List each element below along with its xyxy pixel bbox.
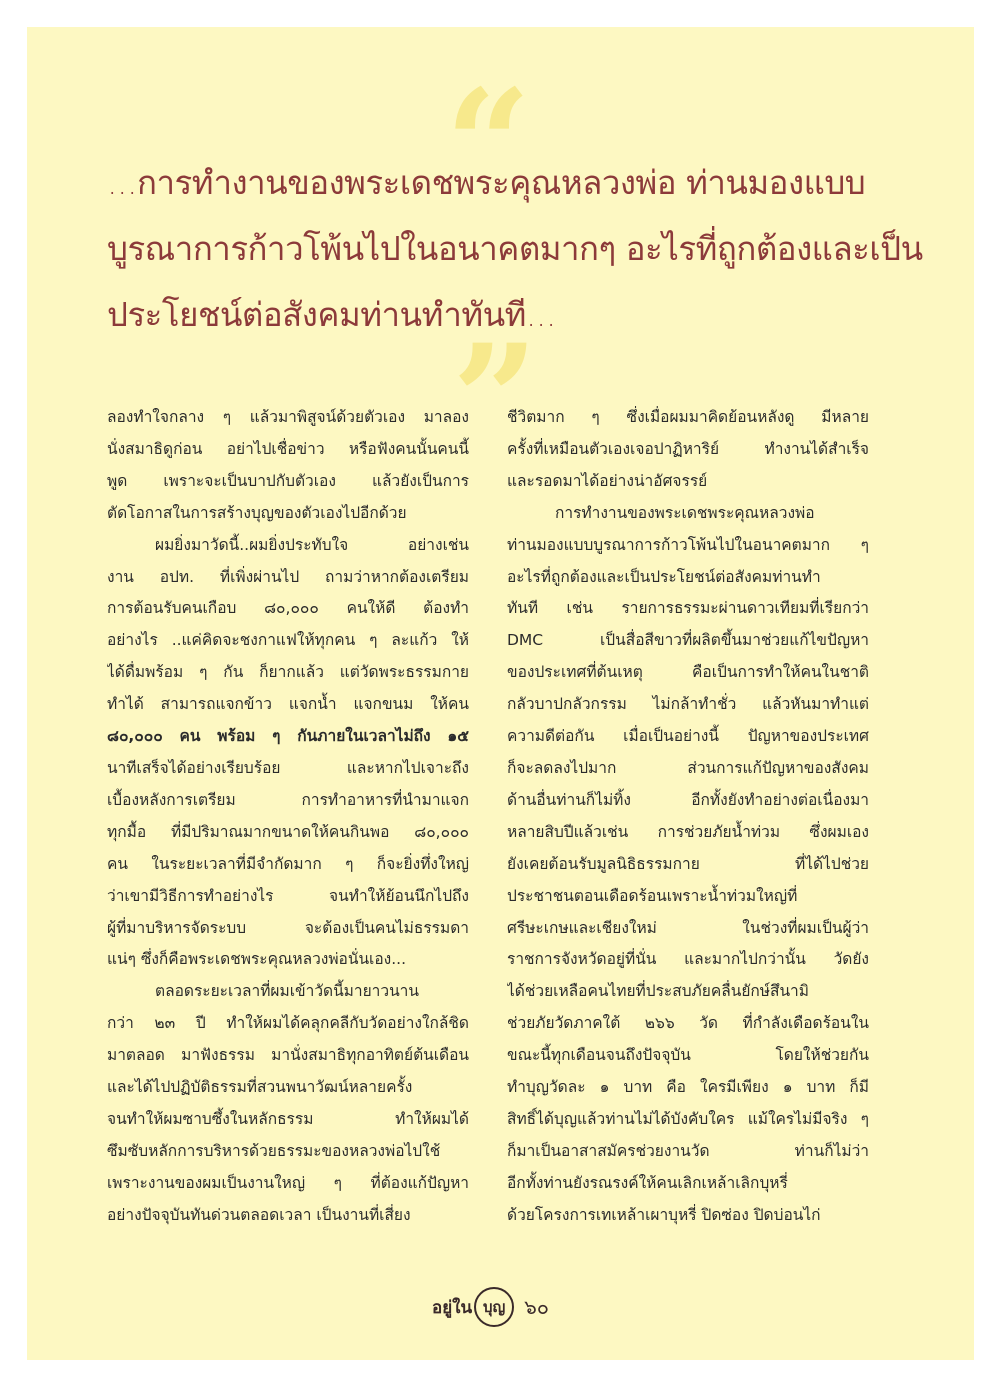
paragraph-line: นาทีเสร็จได้อย่างเรียบร้อย และหากไปเจาะถึง xyxy=(107,758,469,777)
paragraph-line: และได้ไปปฏิบัติธรรมที่สวนพนาวัฒน์หลายครั้ง xyxy=(107,1078,413,1097)
paragraph-line: และรอดมาได้อย่างน่าอัศจรรย์ xyxy=(507,471,708,490)
paragraph-line: ของประเทศที่ต้นเหตุ คือเป็นการทำให้คนในชาติ xyxy=(507,663,869,682)
paragraph-line: นั่งสมาธิดูก่อน อย่าไปเชื่อข่าว หรือฟังคนนั้นคนนี้ xyxy=(107,439,469,458)
paragraph-line: ๘๐,๐๐๐ คน พร้อม ๆ กันภายในเวลาไม่ถึง ๑๕ xyxy=(107,727,469,746)
paragraph-line: ราชการจังหวัดอยู่ที่นั่น และมากไปกว่านั้น วัดยัง xyxy=(507,950,869,969)
paragraph-line: ครั้งที่เหมือนตัวเองเจอปาฏิหาริย์ ทำงานได้สำเร็จ xyxy=(507,439,869,458)
paragraph-line: อย่างไร ..แค่คิดจะชงกาแฟให้ทุกคน ๆ ละแก้ว ให้ xyxy=(107,631,469,650)
paragraph-line: พูด เพราะจะเป็นบาปกับตัวเอง แล้วยังเป็นการ xyxy=(107,471,469,490)
paragraph-line: การทำงานของพระเดชพระคุณหลวงพ่อ xyxy=(555,503,815,522)
paragraph-line: ว่าเขามีวิธีการทำอย่างไร จนทำให้ย้อนนึกไปถึง xyxy=(107,886,469,905)
paragraph-line: ขณะนี้ทุกเดือนจนถึงปัจจุบัน โดยให้ช่วยกัน xyxy=(507,1046,869,1065)
paragraph-line: ได้ช่วยเหลือคนไทยที่ประสบภัยคลื่นยักษ์สึนามิ xyxy=(507,982,809,1001)
paragraph-line: ผู้ที่มาบริหารจัดระบบ จะต้องเป็นคนไม่ธรรมดา xyxy=(107,918,469,937)
paragraph-line: ทำได้ สามารถแจกข้าว แจกน้ำ แจกขนม ให้คน xyxy=(107,695,469,714)
paragraph-line: ชีวิตมาก ๆ ซึ่งเมื่อผมมาคิดย้อนหลังดู มีหลาย xyxy=(507,408,869,426)
paragraph-line: ตลอดระยะเวลาที่ผมเข้าวัดนี้มายาวนาน xyxy=(155,982,419,1001)
magazine-logo xyxy=(432,1287,514,1327)
pull-quote-line: บูรณาการก้าวโพ้นไปในอนาคตมากๆ อะไรที่ถูกต้องและเป็น xyxy=(107,229,923,268)
paragraph-line: ศรีษะเกษและเชียงใหม่ ในช่วงที่ผมเป็นผู้ว่า xyxy=(507,918,869,937)
paragraph-line: ซึมซับหลักการบริหารด้วยธรรมะของหลวงพ่อไปใช้ xyxy=(107,1141,441,1160)
pull-quote-line: ...การทำงานของพระเดชพระคุณหลวงพ่อ ท่านมองแบบ xyxy=(107,163,866,202)
paragraph-line: งาน อปท. ที่เพิ่งผ่านไป ถามว่าหากต้องเตรียม xyxy=(107,567,469,586)
paragraph-line: ได้ดื่มพร้อม ๆ กัน ก็ยากแล้ว แต่วัดพระธรรมกาย xyxy=(107,663,469,682)
paragraph-line: ทำบุญวัดละ ๑ บาท คือ ใครมีเพียง ๑ บาท ก็มี xyxy=(507,1078,869,1097)
page-number: ๖๐ xyxy=(524,1295,549,1319)
paragraph-line: กลัวบาปกลัวกรรม ไม่กล้าทำชั่ว แล้วหันมาทำแต่ xyxy=(507,695,869,714)
paragraph-line: แน่ๆ ซึ่งก็คือพระเดชพระคุณหลวงพ่อนั่นเอง... xyxy=(107,950,407,969)
logo-circle-text: บุญ xyxy=(482,1298,506,1316)
paragraph-line: ผมยิ่งมาวัดนี้..ผมยิ่งประทับใจ อย่างเช่น xyxy=(155,535,469,554)
paragraph-line: อะไรที่ถูกต้องและเป็นประโยชน์ต่อสังคมท่านทำ xyxy=(507,567,821,586)
paragraph-line: ประชาชนตอนเดือดร้อนเพราะน้ำท่วมใหญ่ที่ xyxy=(507,886,798,905)
paragraph-line: ก็จะลดลงไปมาก ส่วนการแก้ปัญหาของสังคม xyxy=(507,758,869,777)
right-column xyxy=(507,402,869,1232)
paragraph-line: เบื้องหลังการเตรียม การทำอาหารที่นำมาแจก xyxy=(107,790,469,809)
paragraph-line: กว่า ๒๓ ปี ทำให้ผมได้คลุกคลีกับวัดอย่างใกล้ชิด xyxy=(107,1014,469,1033)
open-quote-icon: “ xyxy=(445,57,532,233)
close-quote-icon: ” xyxy=(452,312,539,488)
logo-text: อยู่ใน xyxy=(432,1297,473,1318)
pull-quote-line: ประโยชน์ต่อสังคมท่านทำทันที... xyxy=(107,295,556,334)
paragraph-line: อย่างปัจจุบันทันด่วนตลอดเวลา เป็นงานที่เสี่ยง xyxy=(107,1205,411,1224)
left-column xyxy=(107,402,469,1232)
paragraph-line: สิทธิ์ได้บุญแล้วท่านไม่ได้บังคับใคร แม้ใครไม่มีจริง ๆ xyxy=(507,1109,869,1128)
paragraph-line: ยังเคยต้อนรับมูลนิธิธรรมกาย ที่ได้ไปช่วย xyxy=(507,854,869,873)
paragraph-line: มาตลอด มาฟังธรรม มานั่งสมาธิทุกอาทิตย์ต้นเดือน xyxy=(107,1046,469,1065)
footer xyxy=(432,1285,549,1329)
paragraph-line: ด้วยโครงการเทเหล้าเผาบุหรี่ ปิดซ่อง ปิดบ่อนไก่ xyxy=(507,1205,821,1224)
logo-circle xyxy=(474,1287,514,1327)
paragraph-line: คน ในระยะเวลาที่มีจำกัดมาก ๆ ก็จะยิ่งทึ่งใหญ่ xyxy=(107,854,469,873)
paragraph-line: ความดีต่อกัน เมื่อเป็นอย่างนี้ ปัญหาของประเทศ xyxy=(507,727,869,746)
paragraph-line: เพราะงานของผมเป็นงานใหญ่ ๆ ที่ต้องแก้ปัญหา xyxy=(107,1173,469,1192)
paragraph-line: ช่วยภัยวัดภาคใต้ ๒๖๖ วัด ที่กำลังเดือดร้อนใน xyxy=(507,1014,869,1033)
paragraph-line: ตัดโอกาสในการสร้างบุญของตัวเองไปอีกด้วย xyxy=(107,503,407,522)
paragraph-line: ก็มาเป็นอาสาสมัครช่วยงานวัด ท่านก็ไม่ว่า xyxy=(507,1141,869,1160)
paragraph-line: ทันที เช่น รายการธรรมะผ่านดาวเทียมที่เรียกว่า xyxy=(507,599,869,618)
paragraph-line: ท่านมองแบบบูรณาการก้าวโพ้นไปในอนาคตมาก ๆ xyxy=(507,535,869,554)
paragraph-line: การต้อนรับคนเกือบ ๘๐,๐๐๐ คนให้ดี ต้องทำ xyxy=(107,599,469,618)
paragraph-line: ทุกมื้อ ที่มีปริมาณมากขนาดให้คนกินพอ ๘๐,๐๐๐ xyxy=(107,822,469,841)
paragraph-line: จนทำให้ผมซาบซึ้งในหลักธรรม ทำให้ผมได้ xyxy=(107,1109,469,1128)
paragraph-line: ด้านอื่นท่านก็ไม่ทิ้ง อีกทั้งยังทำอย่างต่อเนื่องมา xyxy=(507,790,869,809)
paragraph-line: ลองทำใจกลาง ๆ แล้วมาพิสูจน์ด้วยตัวเอง มาลอง xyxy=(107,408,469,426)
paragraph-line: อีกทั้งท่านยังรณรงค์ให้คนเลิกเหล้าเลิกบุหรี่ xyxy=(507,1173,788,1192)
paragraph-line: หลายสิบปีแล้วเช่น การช่วยภัยน้ำท่วม ซึ่งผมเอง xyxy=(507,822,869,841)
paragraph-line: DMC เป็นสื่อสีขาวที่ผลิตขึ้นมาช่วยแก้ไขปัญหา xyxy=(507,631,869,650)
